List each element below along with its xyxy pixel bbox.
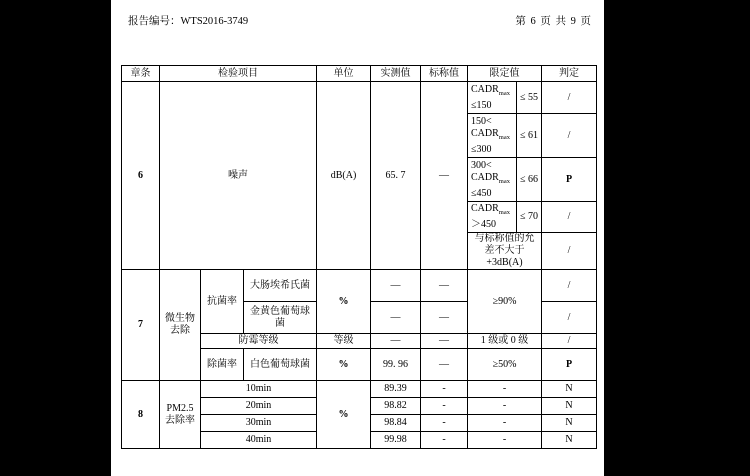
header-measured: 实测值	[371, 66, 421, 82]
mold-unit: 等级	[317, 334, 371, 349]
pm25-time: 40min	[201, 432, 317, 449]
kill-name: 白色葡萄球菌	[244, 349, 317, 381]
table-header-row	[122, 66, 597, 82]
noise-tolerance: 与标称值的允差不大于+3dB(A)	[468, 233, 542, 270]
noise-unit: dB(A)	[317, 82, 371, 270]
limit-range: ≤300	[471, 143, 492, 155]
report-number	[128, 13, 248, 28]
mold-limit: 1 级或 0 级	[468, 334, 542, 349]
anti-name: 金黄色葡萄球菌	[244, 302, 317, 334]
pm25-measured: 98.84	[371, 415, 421, 432]
noise-limit-condition	[468, 82, 517, 114]
anti-label: 抗菌率	[201, 270, 244, 334]
anti-nominal: —	[421, 302, 468, 334]
mold-nominal: —	[421, 334, 468, 349]
pm25-nominal: -	[421, 415, 468, 432]
kill-limit: ≥50%	[468, 349, 542, 381]
anti-name: 大肠埃希氏菌	[244, 270, 317, 302]
noise-limit-verdict: P	[542, 158, 597, 202]
noise-limit-verdict: /	[542, 82, 597, 114]
pm25-verdict: N	[542, 381, 597, 398]
pm25-verdict: N	[542, 398, 597, 415]
header-nominal: 标称值	[421, 66, 468, 82]
mold-verdict: /	[542, 334, 597, 349]
cadr-subscript: max	[498, 209, 510, 216]
pm25-nominal: -	[421, 381, 468, 398]
header-item: 检验项目	[160, 66, 317, 82]
microbe-clause: 7	[122, 270, 160, 381]
microbe-item: 微生物去除	[160, 270, 201, 381]
anti-verdict: /	[542, 270, 597, 302]
noise-tolerance-verdict: /	[542, 233, 597, 270]
limit-range: ≤450	[471, 187, 492, 199]
limit-range: ≤150	[471, 99, 492, 111]
header-limit: 限定值	[468, 66, 542, 82]
noise-nominal: —	[421, 82, 468, 270]
noise-limit-value: ≤ 66	[517, 158, 542, 202]
limit-range-start: 300<	[471, 159, 492, 171]
limit-range-start: 150<	[471, 115, 492, 127]
anti-measured: —	[371, 270, 421, 302]
mold-label: 防霉等级	[201, 334, 317, 349]
pm25-verdict: N	[542, 432, 597, 449]
pm25-limit: -	[468, 432, 542, 449]
report-number-value: WTS2016-3749	[180, 16, 249, 27]
cadr-text: CADR	[471, 83, 499, 95]
noise-limit-value: ≤ 70	[517, 202, 542, 233]
cadr-text: CADR	[471, 127, 499, 139]
kill-label: 除菌率	[201, 349, 244, 381]
kill-verdict: P	[542, 349, 597, 381]
noise-limit-verdict: /	[542, 202, 597, 233]
pm25-item: PM2.5去除率	[160, 381, 201, 449]
header-verdict: 判定	[542, 66, 597, 82]
kill-unit: %	[317, 349, 371, 381]
cadr-subscript: max	[498, 133, 510, 141]
pm25-limit: -	[468, 415, 542, 432]
table-row	[122, 82, 597, 114]
header-unit: 单位	[317, 66, 371, 82]
noise-limit-condition	[468, 158, 517, 202]
pm25-measured: 89.39	[371, 381, 421, 398]
noise-limit-value: ≤ 55	[517, 82, 542, 114]
noise-limit-condition	[468, 114, 517, 158]
anti-limit: ≥90%	[468, 270, 542, 334]
noise-measured: 65. 7	[371, 82, 421, 270]
kill-measured: 99. 96	[371, 349, 421, 381]
pm25-limit: -	[468, 381, 542, 398]
page-info: 第 6 页 共 9 页	[515, 16, 591, 27]
noise-limit-condition	[468, 202, 517, 233]
pm25-measured: 99.98	[371, 432, 421, 449]
anti-verdict: /	[542, 302, 597, 334]
pm25-unit: %	[317, 381, 371, 449]
cadr-subscript: max	[498, 177, 510, 185]
table-row	[122, 381, 597, 398]
cadr-text: CADR	[471, 171, 499, 183]
limit-range: ＞450	[471, 219, 496, 230]
table-row	[122, 270, 597, 302]
pm25-time: 20min	[201, 398, 317, 415]
mold-measured: —	[371, 334, 421, 349]
anti-nominal: —	[421, 270, 468, 302]
report-page	[111, 0, 604, 476]
pm25-time: 30min	[201, 415, 317, 432]
pm25-verdict: N	[542, 415, 597, 432]
anti-measured: —	[371, 302, 421, 334]
cadr-text: CADR	[471, 203, 499, 214]
cadr-subscript: max	[498, 89, 510, 97]
noise-limit-verdict: /	[542, 114, 597, 158]
noise-clause: 6	[122, 82, 160, 270]
pm25-measured: 98.82	[371, 398, 421, 415]
noise-item: 噪声	[160, 82, 317, 270]
anti-unit: %	[317, 270, 371, 334]
kill-nominal: —	[421, 349, 468, 381]
noise-limit-value: ≤ 61	[517, 114, 542, 158]
header-clause: 章条	[122, 66, 160, 82]
pm25-clause: 8	[122, 381, 160, 449]
pm25-nominal: -	[421, 432, 468, 449]
pm25-time: 10min	[201, 381, 317, 398]
pm25-nominal: -	[421, 398, 468, 415]
report-number-label: 报告编号：	[128, 16, 181, 27]
pm25-limit: -	[468, 398, 542, 415]
inspection-table	[121, 65, 597, 449]
